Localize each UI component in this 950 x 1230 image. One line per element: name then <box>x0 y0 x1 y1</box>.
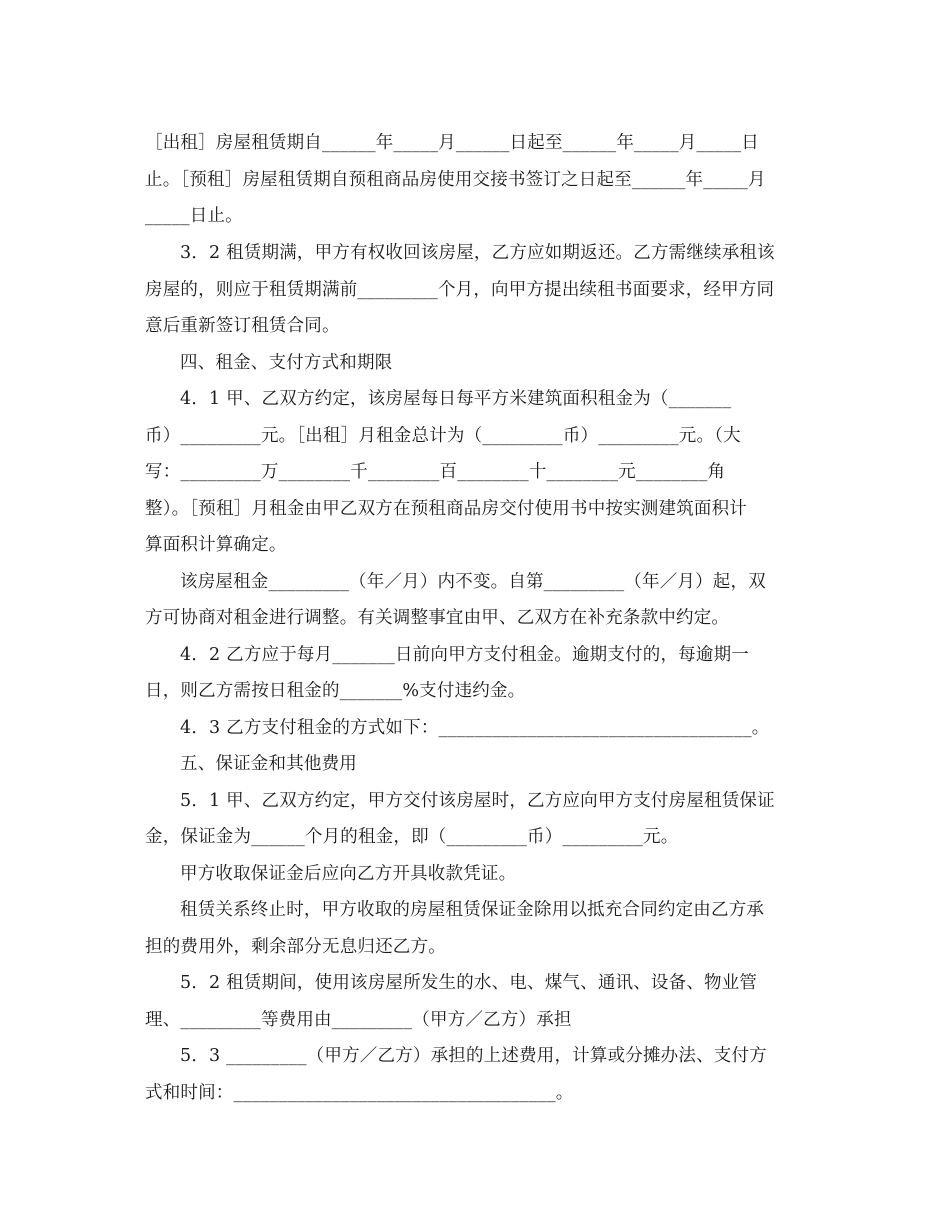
text-line-rent-fixed: 该房屋租金_________（年／月）内不变。自第_________（年／月）起，双 <box>180 572 766 592</box>
clause-5-2: 5．2 租赁期间，使用该房屋所发生的水、电、煤气、通讯、设备、物业管 <box>180 973 758 993</box>
text-line-lease-term: ［出租］房屋租赁期自______年_____月______日起至______年_____月_____日 <box>145 133 759 153</box>
text-line: 整）。［预租］月租金由甲乙双方在预租商品房交付使用书中按实测建筑面积计 <box>145 499 747 519</box>
section-heading-rent: 四、租金、支付方式和期限 <box>180 353 393 373</box>
text-line: 币）_________元。［出租］月租金总计为（_________币）_________元。（大 <box>145 426 741 446</box>
text-line-termination: 租赁关系终止时，甲方收取的房屋租赁保证金除用以抵充合同约定由乙方承 <box>180 900 765 920</box>
text-line-receipt: 甲方收取保证金后应向乙方开具收款凭证。 <box>180 864 517 884</box>
clause-4-1: 4．1 甲、乙双方约定，该房屋每日每平方米建筑面积租金为（_______ <box>180 389 732 409</box>
text-line: 房屋的，则应于租赁期满前_________个月，向甲方提出续租书面要求，经甲方同 <box>145 280 775 300</box>
clause-4-2: 4．2 乙方应于每月_______日前向甲方支付租金。逾期支付的，每逾期一 <box>180 645 749 665</box>
text-line: 式和时间：____________________________________。 <box>145 1083 574 1103</box>
text-line: 担的费用外，剩余部分无息归还乙方。 <box>145 937 446 957</box>
clause-5-3: 5．3 _________（甲方／乙方）承担的上述费用，计算或分摊办法、支付方 <box>180 1046 767 1066</box>
section-heading-deposit: 五、保证金和其他费用 <box>180 754 357 774</box>
text-line: 方可协商对租金进行调整。有关调整事宜由甲、乙双方在补充条款中约定。 <box>145 608 730 628</box>
text-line-prelease-term-end: _____日止。 <box>145 206 243 226</box>
text-line: 理、_________等费用由_________（甲方／乙方）承担 <box>145 1010 572 1030</box>
clause-3-2: 3．2 租赁期满，甲方有权收回该房屋，乙方应如期返还。乙方需继续承租该 <box>180 243 775 263</box>
text-line: 金，保证金为______个月的租金，即（_________币）_________元。 <box>145 827 679 847</box>
clause-5-1: 5．1 甲、乙双方约定，甲方交付该房屋时，乙方应向甲方支付房屋租赁保证 <box>180 791 775 811</box>
clause-4-3: 4．3 乙方支付租金的方式如下：___________________________________。 <box>180 718 770 738</box>
text-line: 意后重新签订租赁合同。 <box>145 316 340 336</box>
text-line: 算面积计算确定。 <box>145 535 287 555</box>
text-line-prelease-term: 止。［预租］房屋租赁期自预租商品房使用交接书签订之日起至______年_____月 <box>145 170 766 190</box>
text-line: 写：_________万________千________百________十________元________角 <box>145 462 726 482</box>
text-line: 日，则乙方需按日租金的_______%支付违约金。 <box>145 681 526 701</box>
